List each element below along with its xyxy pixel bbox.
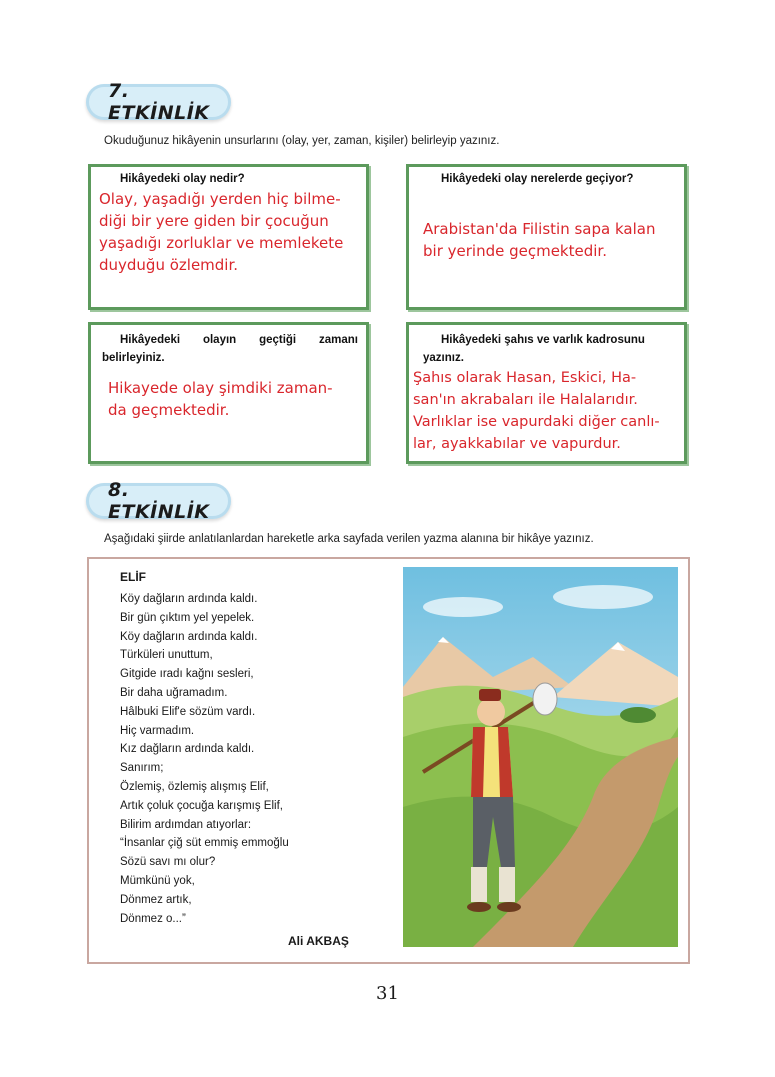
poem-line: “İnsanlar çiğ süt emmiş emmoğlu — [120, 837, 289, 850]
answer-line: da geçmektedir. — [108, 401, 230, 419]
answer-line: Varlıklar ise vapurdaki diğer canlı- — [413, 414, 660, 430]
activity-7-title: 7. ETKİNLİK — [108, 80, 210, 124]
poem-line: Özlemiş, özlemiş alışmış Elif, — [120, 780, 269, 793]
answer-line: Şahıs olarak Hasan, Eskici, Ha- — [413, 370, 637, 386]
question-line: Hikâyedeki şahıs ve varlık kadrosunu — [441, 334, 645, 346]
poem-line: Kız dağların ardında kaldı. — [120, 743, 255, 756]
answer-event — [99, 188, 343, 276]
poem-line: Bilirim ardımdan atıyorlar: — [120, 818, 252, 831]
poem-line: Mümkünü yok, — [120, 874, 195, 887]
answer-line: duyduğu özlemdir. — [99, 256, 239, 274]
answer-characters — [413, 367, 660, 455]
poem-line: Hiç varmadım. — [120, 724, 195, 737]
page-number: 31 — [376, 983, 399, 1004]
question-place: Hikâyedeki olay nerelerde geçiyor? — [441, 173, 634, 185]
poem-title: ELİF — [120, 570, 146, 584]
question-line: Hikâyedeki olayın geçtiği zamanı — [120, 334, 358, 346]
poem-line: Dönmez artık, — [120, 893, 192, 906]
traveler-illustration — [403, 567, 678, 947]
activity-7-heading — [86, 80, 231, 124]
poem-line: Artık çoluk çocuğa karışmış Elif, — [120, 799, 283, 812]
answer-line: Hikayede olay şimdiki zaman- — [108, 379, 333, 397]
activity-8-instruction: Aşağıdaki şiirde anlatılanlardan hareketle arka sayfada verilen yazma alanına bir hikâye yazınız. — [104, 533, 594, 545]
answer-line: diği bir yere giden bir çocuğun — [99, 212, 329, 230]
poem-body — [120, 590, 289, 928]
activity-8-heading — [86, 479, 231, 523]
answer-time — [108, 377, 333, 421]
answer-line: lar, ayakkabılar ve vapurdur. — [413, 436, 621, 452]
answer-line: Arabistan'da Filistin sapa kalan — [423, 220, 656, 238]
question-time — [102, 334, 358, 364]
poem-author: Ali AKBAŞ — [288, 934, 349, 948]
poem-line: Köy dağların ardında kaldı. — [120, 630, 258, 643]
poem-line: Dönmez o...” — [120, 912, 186, 925]
poem-line: Bir daha uğramadım. — [120, 686, 228, 699]
poem-line: Bir gün çıktım yel yepelek. — [120, 611, 255, 624]
answer-line: Olay, yaşadığı yerden hiç bilme- — [99, 190, 341, 208]
poem-line: Türküleri unuttum, — [120, 649, 213, 662]
answer-line: bir yerinde geçmektedir. — [423, 242, 607, 260]
poem-line: Sanırım; — [120, 762, 164, 775]
activity-8-title: 8. ETKİNLİK — [108, 479, 210, 523]
poem-line: Sözü savı mı olur? — [120, 856, 216, 869]
answer-line: san'ın akrabaları ile Halalarıdır. — [413, 392, 638, 408]
poem-line: Gitgide ıradı kağnı sesleri, — [120, 668, 254, 681]
question-event: Hikâyedeki olay nedir? — [120, 173, 245, 185]
poem-line: Köy dağların ardında kaldı. — [120, 593, 258, 605]
poem-line: Hâlbuki Elif'e sözüm vardı. — [120, 705, 256, 718]
question-characters — [423, 334, 645, 364]
question-line: belirleyiniz. — [102, 352, 165, 364]
answer-line: yaşadığı zorluklar ve memlekete — [99, 234, 344, 252]
question-line: yazınız. — [423, 352, 464, 364]
answer-place — [423, 218, 655, 262]
activity-7-instruction: Okuduğunuz hikâyenin unsurlarını (olay, yer, zaman, kişiler) belirleyip yazınız. — [104, 135, 500, 147]
